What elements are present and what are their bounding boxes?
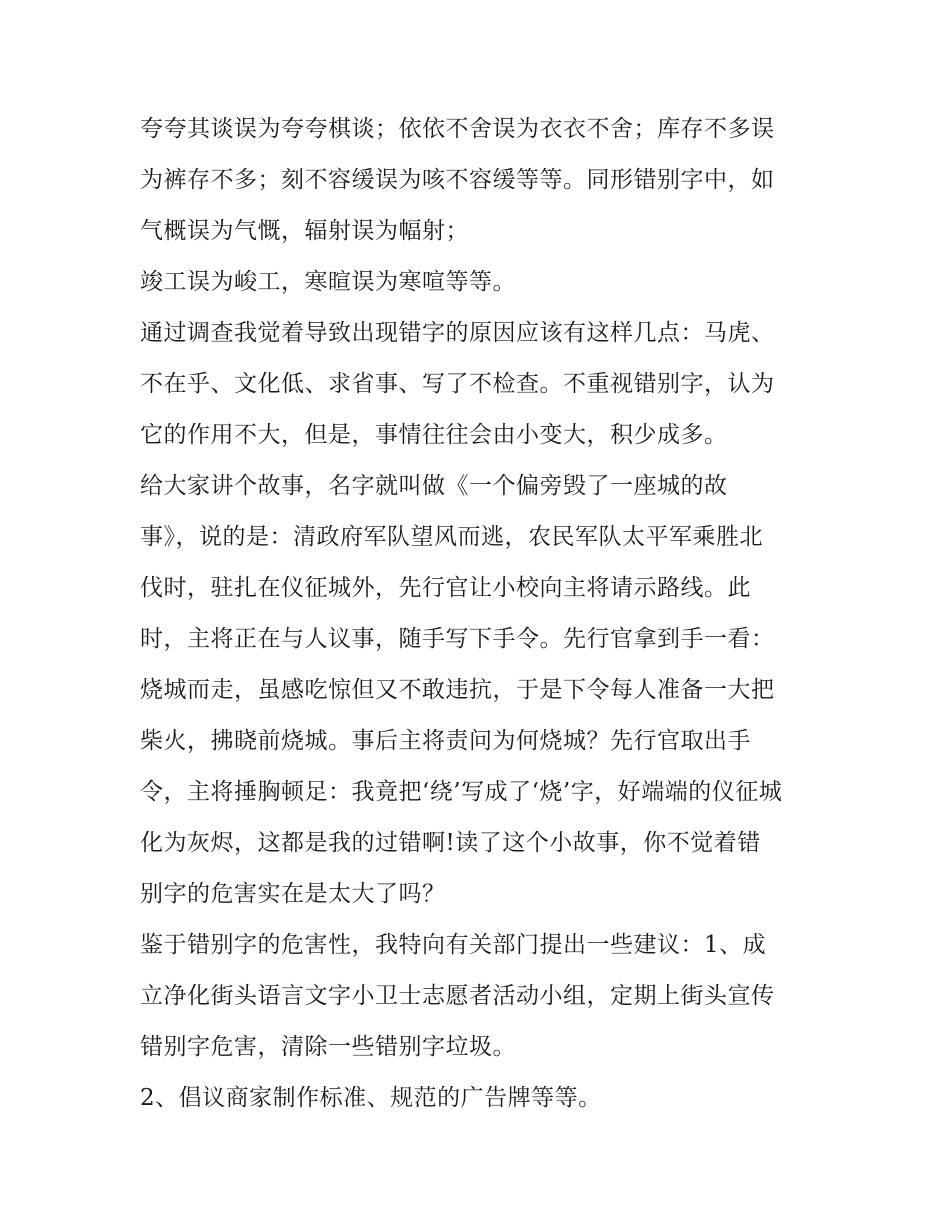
text-line: 给大家讲个故事，名字就叫做《一个偏旁毁了一座城的故 bbox=[140, 473, 728, 499]
text-line: 2、倡议商家制作标准、规范的广告牌等等。 bbox=[140, 1085, 602, 1111]
text-line: 气概误为气慨，辐射误为幅射； bbox=[140, 218, 469, 244]
text-line: 化为灰烬，这都是我的过错啊!读了这个小故事，你不觉着错 bbox=[140, 830, 761, 856]
text-line: 令，主将捶胸顿足：我竟把‘绕’写成了‘烧’字，好端端的仪征城 bbox=[140, 779, 783, 805]
text-line: 柴火，拂晓前烧城。事后主将责问为何烧城？先行官取出手 bbox=[140, 728, 751, 754]
text-line: 不在乎、文化低、求省事、写了不检查。不重视错别字，认为 bbox=[140, 371, 775, 397]
text-line: 鉴于错别字的危害性，我特向有关部门提出一些建议：1、成 bbox=[140, 932, 767, 958]
text-line: 立净化街头语言文字小卫士志愿者活动小组，定期上街头宣传 bbox=[140, 983, 775, 1009]
body-text bbox=[140, 108, 820, 1128]
text-line: 它的作用不大，但是，事情往往会由小变大，积少成多。 bbox=[140, 422, 728, 448]
text-line: 烧城而走，虽感吃惊但又不敢违抗，于是下令每人准备一大把 bbox=[140, 677, 775, 703]
text-line: 为裤存不多；刻不容缓误为咳不容缓等等。同形错别字中，如 bbox=[140, 167, 775, 193]
text-line: 事》，说的是：清政府军队望风而逃，农民军队太平军乘胜北 bbox=[140, 524, 763, 550]
text-line: 别字的危害实在是太大了吗？ bbox=[140, 881, 446, 907]
text-line: 错别字危害，清除一些错别字垃圾。 bbox=[140, 1034, 516, 1060]
text-line: 夸夸其谈误为夸夸棋谈；依依不舍误为衣衣不舍；库存不多误 bbox=[140, 116, 775, 142]
text-line: 伐时，驻扎在仪征城外，先行官让小校向主将请示路线。此 bbox=[140, 575, 751, 601]
text-line: 时，主将正在与人议事，随手写下手令。先行官拿到手一看： bbox=[140, 626, 775, 652]
text-line: 通过调查我觉着导致出现错字的原因应该有这样几点：马虎、 bbox=[140, 320, 775, 346]
text-line: 竣工误为峻工，寒暄误为寒喧等等。 bbox=[140, 269, 516, 295]
